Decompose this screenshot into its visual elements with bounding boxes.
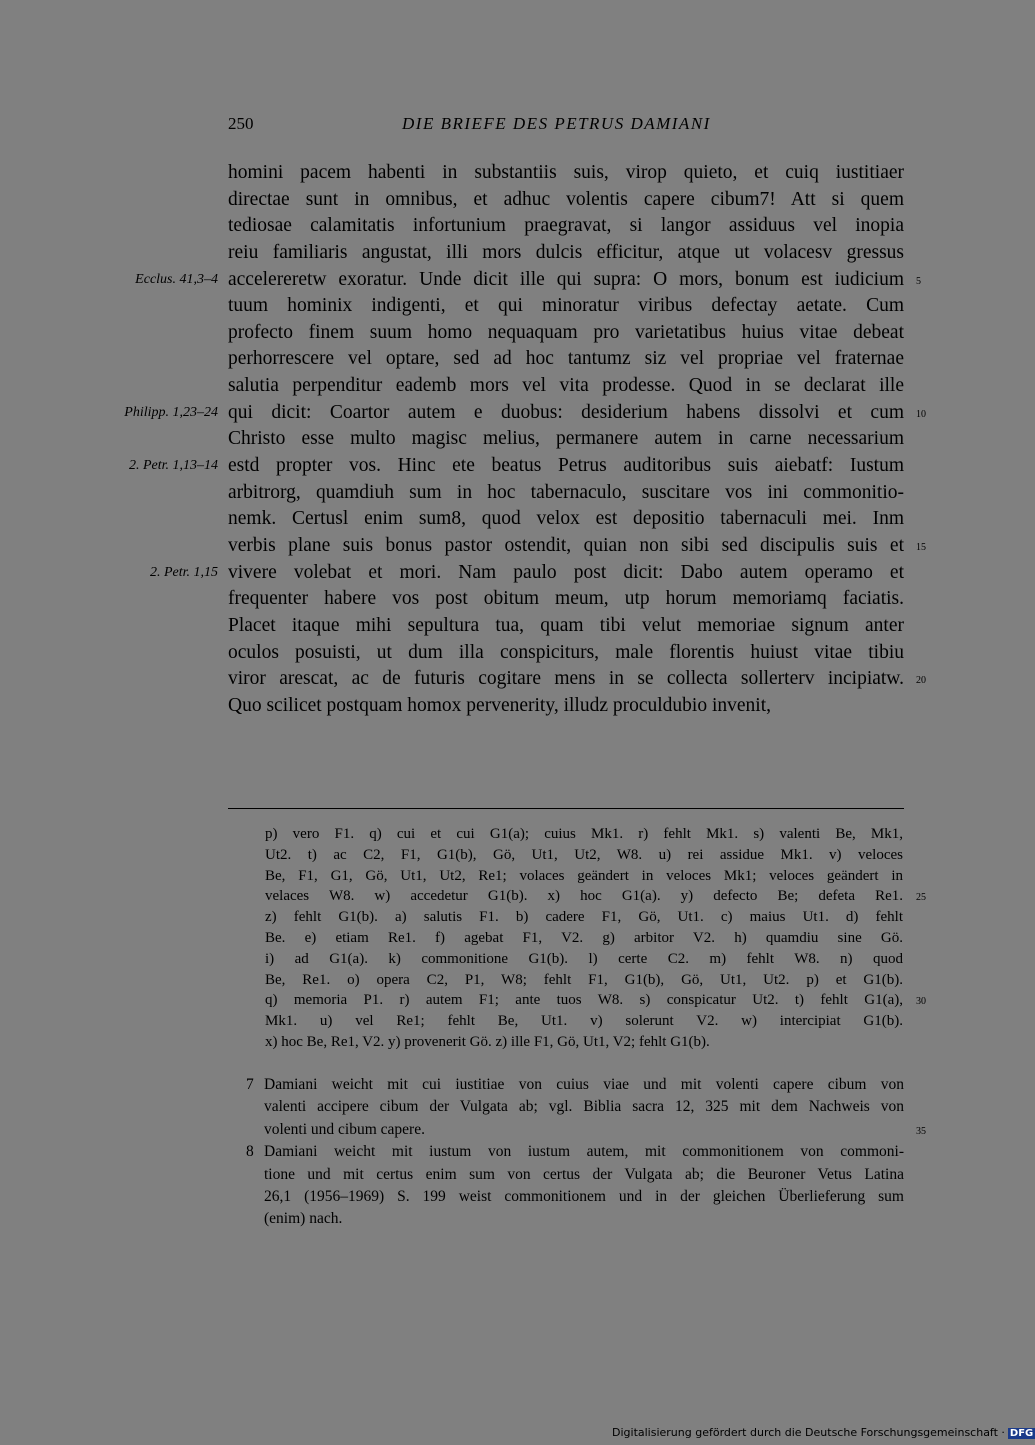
text-line: viror arescat, ac de futuris cogitare mens in se collecta sollerterv incipiatw. (228, 668, 904, 690)
running-title: DIE BRIEFE DES PETRUS DAMIANI (402, 114, 711, 133)
footnote-text: valenti accipere cibum der Vulgata ab; vgl. Biblia sacra 12, 325 mit dem Nachweis von (264, 1098, 904, 1116)
footnote-number: 7 (246, 1076, 254, 1093)
footnote-line (246, 1074, 904, 1096)
text-line: homini pacem habenti in substantiis suis, virop quieto, et cuiq iustitiaer (228, 162, 904, 183)
text-line: directae sunt in omnibus, et adhuc volentis capere cibum7! Att si quem (228, 188, 904, 210)
bible-reference: 2. Petr. 1,15 (149, 564, 218, 580)
footnote-rule (228, 808, 904, 809)
footnote-line (246, 1096, 904, 1118)
text-line: qui dicit: Coartor autem e duobus: desiderium habens dissolvi et cum (228, 401, 904, 423)
apparatus-line: Mk1. u) vel Re1; fehlt Be, Ut1. v) solerunt V2. w) intercipiat G1(b). (265, 1013, 903, 1030)
footnote-line (246, 1119, 904, 1141)
page-number: 250 (228, 114, 254, 133)
apparatus-line: Be, Re1. o) opera C2, P1, W8; fehlt F1, G1(b), Gö, Ut1, Ut2. p) et G1(b). (265, 971, 903, 988)
apparatus-line: Be. e) etiam Re1. f) agebat F1, V2. g) arbitor V2. h) quamdiu sine Gö. (265, 929, 903, 946)
line-number: 10 (916, 408, 926, 420)
footnote-line (246, 1208, 904, 1230)
text-line: tediosae calamitatis infortunium praegravat, si langor assiduus vel inopia (228, 215, 904, 237)
text-line: Placet itaque mihi sepultura tua, quam tibi velut memoriae signum anter (228, 614, 904, 636)
line-number: 5 (916, 275, 921, 287)
apparatus-line: Ut2. t) ac C2, F1, G1(b), Gö, Ut1, Ut2, W8. u) rei assidue Mk1. v) veloces (265, 846, 903, 863)
footnote-text: 26,1 (1956–1969) S. 199 weist commonitionem und in der gleichen Überlieferung sum (264, 1187, 904, 1205)
apparatus-line: z) fehlt G1(b). a) salutis F1. b) cadere F1, Gö, Ut1. c) maius Ut1. d) fehlt (265, 909, 903, 926)
text-line: frequenter habere vos post obitum meum, utp horum memoriamq faciatis. (228, 588, 904, 610)
text-line: verbis plane suis bonus pastor ostendit, quian non sibi sed discipulis suis et (228, 534, 904, 556)
apparatus-line: Be, F1, G1, Gö, Ut1, Ut2, Re1; volaces geändert in veloces Mk1; veloces geändert in (265, 867, 903, 884)
bible-reference: Philipp. 1,23–24 (124, 404, 218, 420)
main-text (228, 160, 904, 719)
footnote-number: 8 (246, 1143, 254, 1161)
footnote-line (246, 1186, 904, 1208)
text-line: perhorrescere vel optare, sed ad hoc tantumz siz vel propriae vel fraternae (228, 348, 904, 370)
text-line: accelereretw exoratur. Unde dicit ille qui supra: O mors, bonum est iudicium (228, 268, 904, 290)
footnotes (246, 1074, 904, 1231)
apparatus-line: x) hoc Be, Re1, V2. y) provenerit Gö. z) ille F1, Gö, Ut1, V2; fehlt G1(b). (265, 1033, 710, 1050)
text-line: oculos posuisti, ut dum illa conspiciturs, male florentis huiust vitae tibiu (228, 641, 904, 663)
line-number: 30 (916, 996, 926, 1008)
text-line: salutia perpenditur eademb mors vel vita prodesse. Quod in se declarat ille (228, 375, 904, 397)
footnote-line (246, 1164, 904, 1186)
line-number: 20 (916, 675, 926, 687)
apparatus-line: i) ad G1(a). k) commonitione G1(b). l) certe C2. m) fehlt W8. n) quod (265, 950, 903, 967)
footnote-text: (enim) nach. (264, 1210, 343, 1228)
text-line: reiu familiaris angustat, illi mors dulcis efficitur, atque ut volacesv gressus (228, 241, 904, 263)
footnote-text: tione und mit certus enim sum von certus der Vulgata ab; die Beuroner Vetus Latina (264, 1165, 904, 1183)
text-line: vivere volebat et mori. Nam paulo post dicit: Dabo autem operamo et (228, 561, 904, 583)
text-line: estd propter vos. Hinc ete beatus Petrus auditoribus suis aiebatf: Iustum (228, 455, 904, 477)
line-number: 25 (916, 892, 926, 904)
text-line: Quo scilicet postquam homox pervenerity, illudz proculdubio invenit, (228, 694, 772, 716)
text-line: tuum hominix indigenti, et qui minoratur viribus defectay aetate. Cum (228, 295, 904, 317)
apparatus-line: q) memoria P1. r) autem F1; ante tuos W8. s) conspicatur Ut2. t) fehlt G1(a), (265, 992, 903, 1009)
footer-text: Digitalisierung gefördert durch die Deutsche Forschungsgemeinschaft · (612, 1426, 1005, 1439)
critical-apparatus (265, 824, 903, 1053)
page-header (228, 114, 902, 142)
footnote-text: Damiani weicht mit cui iustitiae von cuius viae und mit volenti capere cibum von (264, 1076, 904, 1093)
text-line: arbitrorg, quamdiuh sum in hoc tabernaculo, suscitare vos ini commonitio- (228, 481, 904, 503)
dfg-logo: DFG (1009, 1427, 1034, 1439)
text-line: Christo esse multo magisc melius, permanere autem in carne necessarium (228, 428, 904, 450)
text-line: nemk. Certusl enim sum8, quod velox est depositio tabernaculi mei. Inm (228, 508, 904, 530)
bible-reference: Ecclus. 41,3–4 (135, 271, 218, 287)
footnote-text: Damiani weicht mit iustum von iustum autem, mit commonitionem von commoni- (264, 1143, 904, 1161)
line-number: 15 (916, 542, 926, 554)
footnote-text: volenti und cibum capere. (264, 1120, 425, 1138)
apparatus-line: velaces W8. w) accedetur G1(b). x) hoc G1(a). y) defecto Be; defeta Re1. (265, 888, 903, 905)
text-line: profecto finem suum homo nequaquam pro varietatibus huius vitae debeat (228, 321, 904, 343)
apparatus-line: p) vero F1. q) cui et cui G1(a); cuius Mk1. r) fehlt Mk1. s) valenti Be, Mk1, (265, 826, 903, 842)
dfg-footer (612, 1426, 1035, 1439)
footnote-line (246, 1141, 904, 1163)
line-number: 35 (916, 1125, 926, 1137)
bible-reference: 2. Petr. 1,13–14 (128, 458, 218, 474)
